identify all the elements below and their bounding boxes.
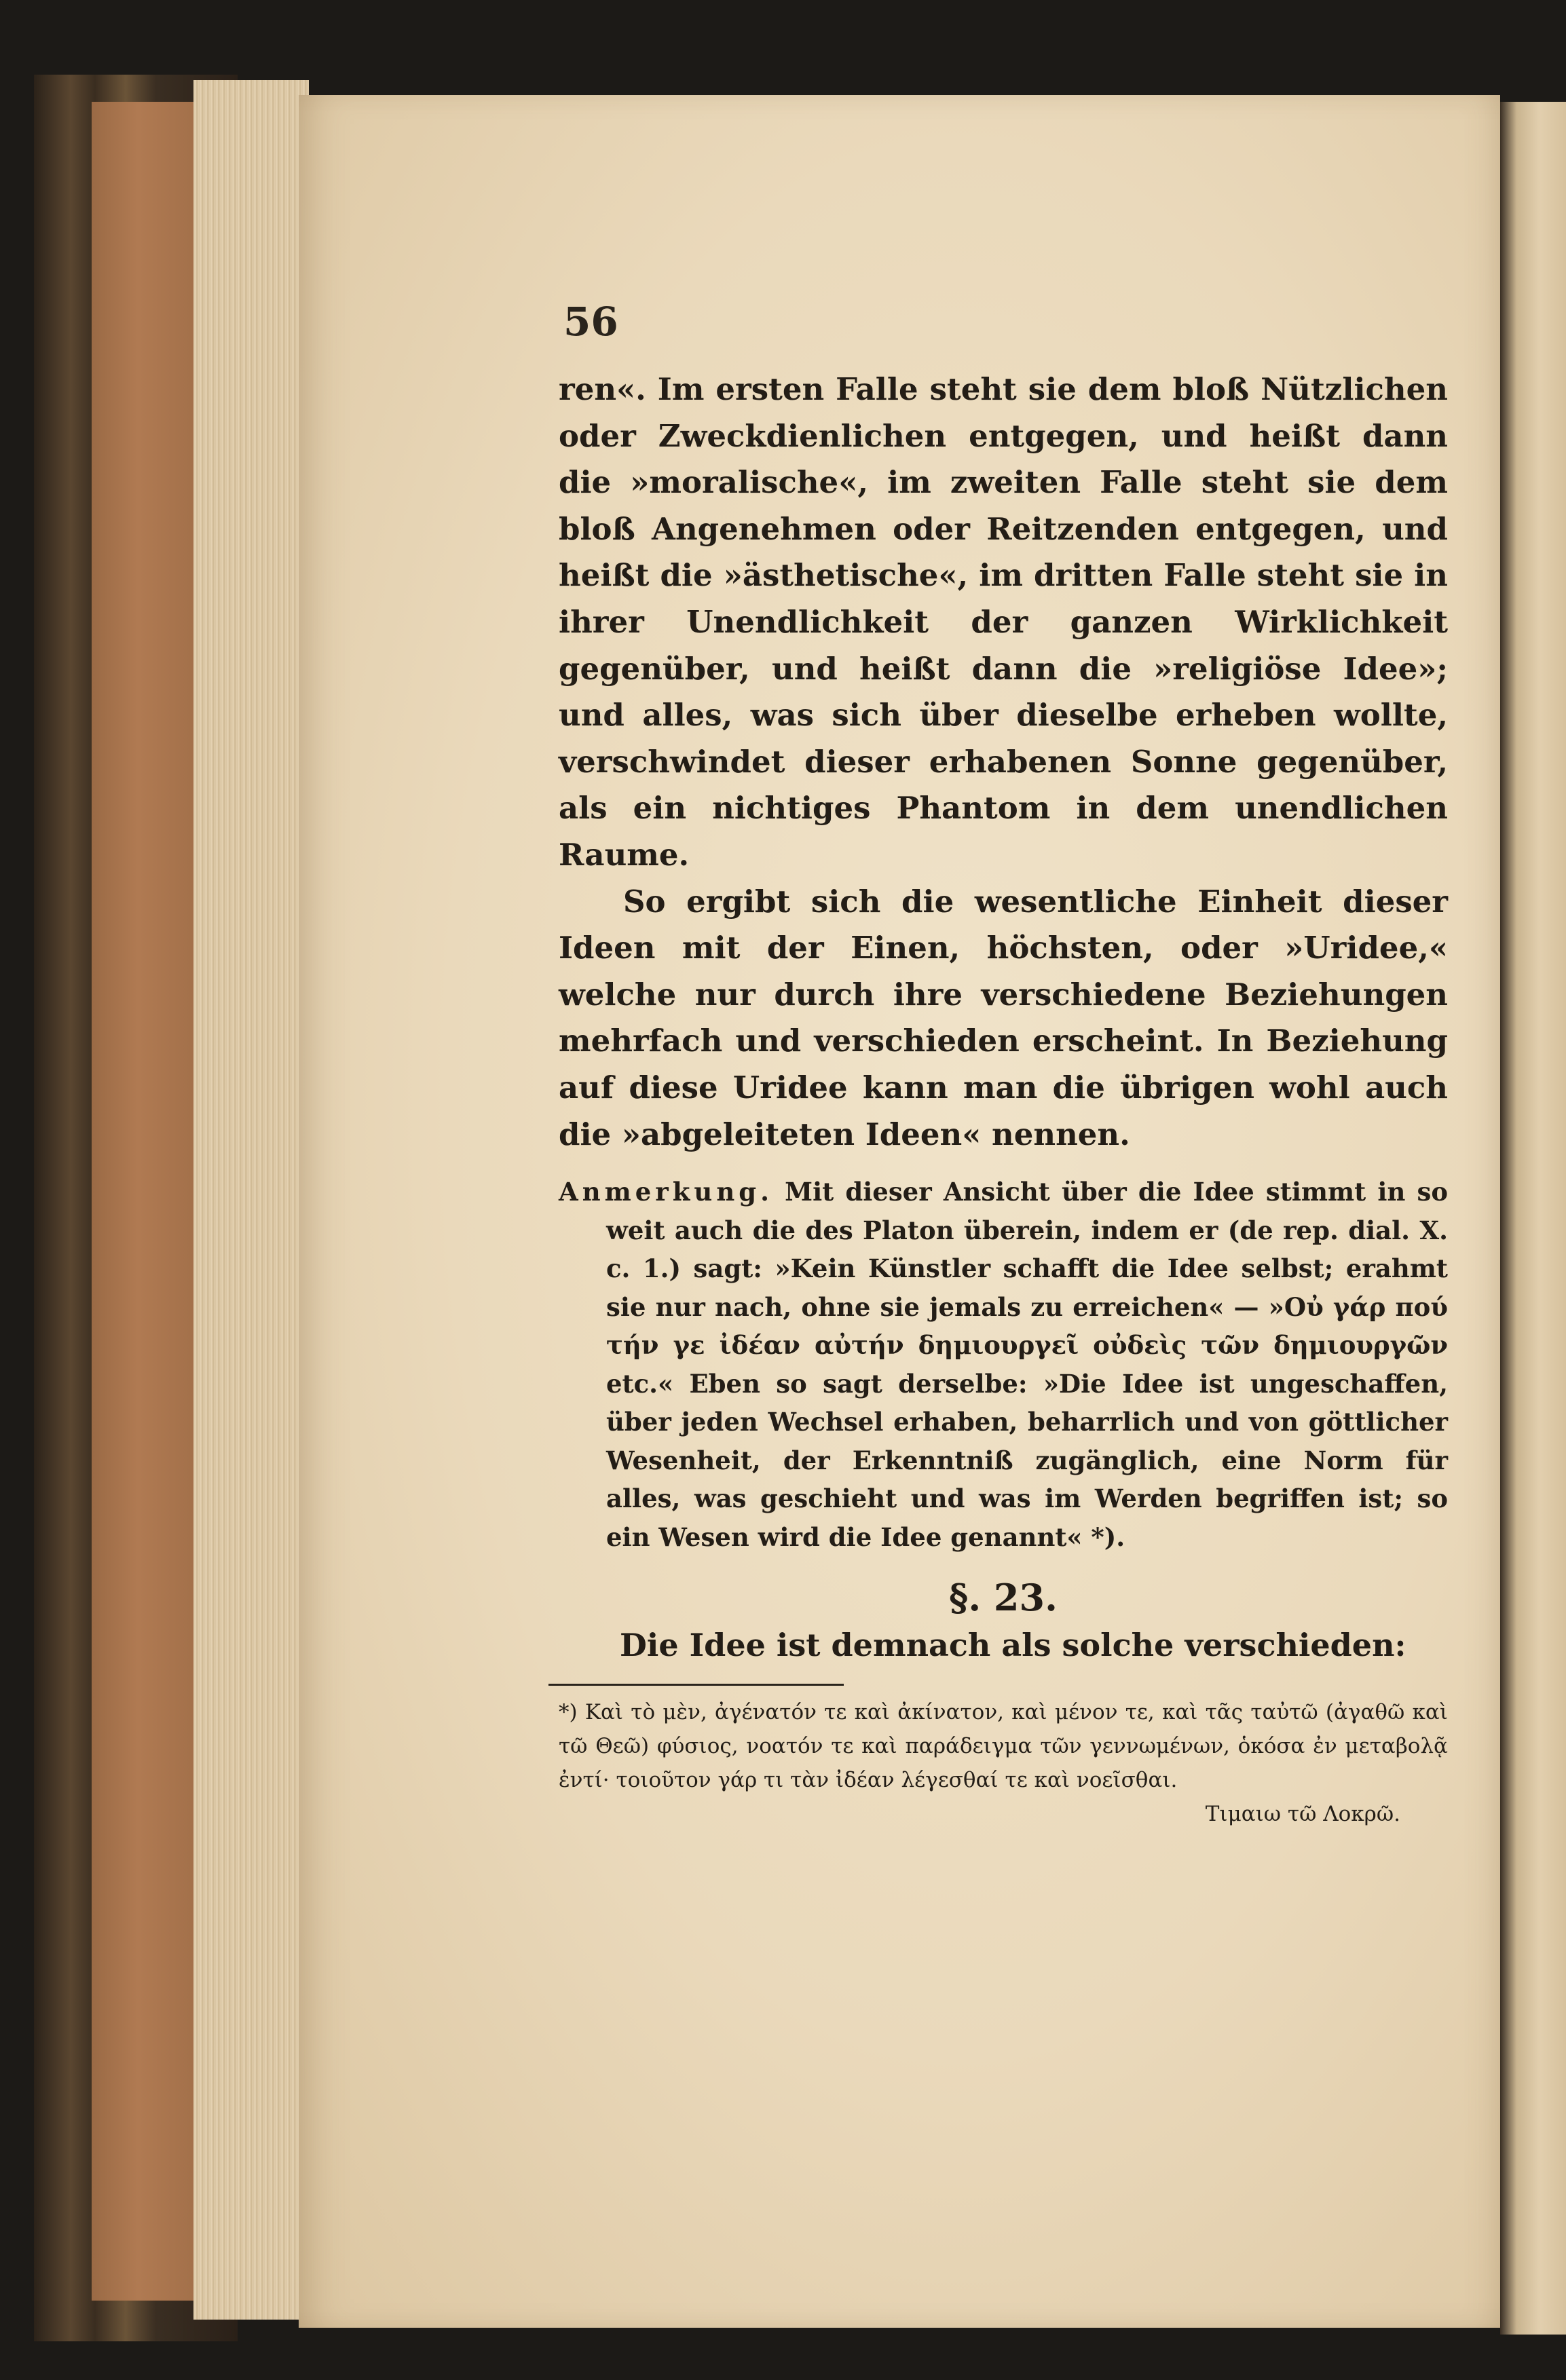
- paragraph-2: So ergibt sich die wesentliche Einheit dieser Ideen mit der Einen, höchsten, oder »Uridee,« welche nur durch ihre verschiedene Beziehungen mehrfach und verschieden erscheint. In Beziehung auf diese Uridee kann man die übrigen wohl auch die »abgeleiteten Ideen« nennen.: [559, 883, 1448, 1152]
- footnote-text: Καὶ τὸ μὲν, ἀγένατόν τε καὶ ἀκίνατον, καὶ μένον τε, καὶ τᾶς ταὐτῶ (ἀγαθῶ καὶ τῶ Θεῶ) φύσιος, νοατόν τε καὶ παράδειγμα τῶν γεννωμένων, ὁκόσα ἐν μεταβολᾷ ἐντί· τοιοῦτον γάρ τι τὰν ἰδέαν λέγεσθαί τε καὶ νοεῖσθαι.: [559, 1700, 1448, 1793]
- facing-page-edge: [1500, 102, 1566, 2335]
- footnote-marker: *): [559, 1700, 578, 1725]
- annotation-label: Anmerkung.: [559, 1177, 773, 1207]
- page-edges: [193, 80, 309, 2320]
- page-text: [559, 366, 1448, 1831]
- section-heading: §. 23.: [949, 1576, 1058, 1620]
- page-number: 56: [563, 299, 618, 345]
- paragraph-1: ren«. Im ersten Falle steht sie dem bloß Nützlichen oder Zweckdienlichen entgegen, und heißt dann die »moralische«, im zweiten Falle steht sie dem bloß Angenehmen oder Reitzenden entgegen, und heißt die »ästhetische«, im dritten Falle steht sie in ihrer Unendlichkeit der ganzen Wirklichkeit gegenüber, und heißt dann die »religiöse Idee»; und alles, was sich über dieselbe erheben wollte, verschwindet dieser erhabenen Sonne gegenüber, als ein nichtiges Phantom in dem unendlichen Raume.: [559, 371, 1448, 873]
- annotation-text: Mit dieser Ansicht über die Idee stimmt in so weit auch die des Platon überein, indem er (de rep. dial. X. c. 1.) sagt: »Kein Künstler schafft die Idee selbst; erahmt sie nur nach, ohne sie jemals zu erreichen« — »Οὐ γάρ πού τήν γε ἰδέαν αὐτήν δημιουργεῖ οὐδεὶς τῶν δημιουργῶν etc.« Eben so sagt derselbe: »Die Idee ist ungeschaffen, über jeden Wechsel erhaben, beharrlich und von göttlicher Wesenheit, der Erkenntniß zugänglich, eine Norm für alles, was geschieht und was im Werden begriffen ist; so ein Wesen wird die Idee genannt« *).: [606, 1177, 1448, 1552]
- footnote-source: Τιμαιω τῶ Λοκρῶ.: [1205, 1802, 1400, 1827]
- section-subheading: Die Idee ist demnach als solche verschieden:: [620, 1627, 1406, 1664]
- footnote-divider: [548, 1684, 844, 1686]
- annotation: [559, 1173, 1448, 1556]
- cover-board: [92, 102, 207, 2301]
- footnote: [559, 1695, 1448, 1797]
